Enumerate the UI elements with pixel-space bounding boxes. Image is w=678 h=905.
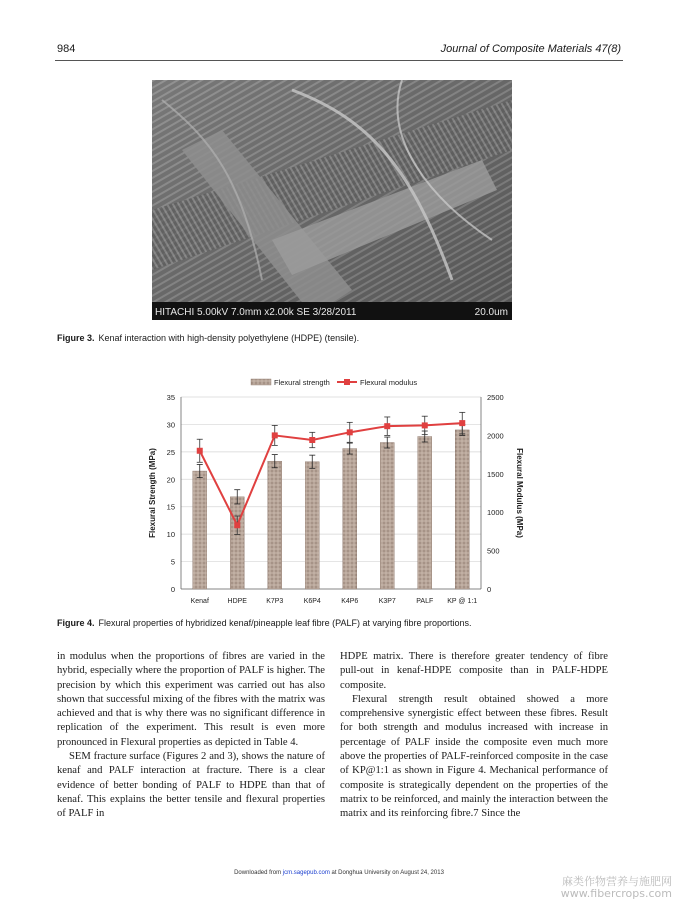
modulus-point xyxy=(272,432,278,438)
figure3-label: Figure 3. xyxy=(57,333,95,343)
journal-title: Journal of Composite Materials 47(8) xyxy=(440,43,621,55)
x-tick-label: K3P7 xyxy=(378,598,396,605)
y2-tick-label: 500 xyxy=(487,546,500,556)
modulus-point xyxy=(197,448,203,454)
modulus-point xyxy=(384,423,390,429)
y2-tick-label: 1000 xyxy=(487,508,504,518)
left-column xyxy=(57,650,325,822)
footer-prefix: Downloaded from xyxy=(234,870,283,876)
x-tick-label: KP @ 1:1 xyxy=(447,598,478,605)
bar-hdpe xyxy=(230,497,244,589)
right-paragraph-1: HDPE matrix. There is therefore greater tendency of fibre pull-out in kenaf-HDPE composite than in PALF-HDPE composite. xyxy=(340,651,608,691)
y-axis-label: Flexural Strength (MPa) xyxy=(148,448,157,538)
modulus-point xyxy=(422,422,428,428)
watermark-line-1: 麻类作物营养与施肥网 xyxy=(562,875,672,888)
x-tick-label: PALF xyxy=(416,598,434,605)
legend-strength-label: Flexural strength xyxy=(274,378,330,387)
x-tick-label: Kenaf xyxy=(190,598,209,605)
flexural-chart xyxy=(143,370,529,610)
left-paragraph-2: SEM fracture surface (Figures 2 and 3), shows the nature of kenaf and PALF interaction at fracture. There is a clear evidence of better bonding of PALF to HDPE than that of kenaf. This explains the better tensile and flexural properties of PALF in xyxy=(57,751,325,820)
y-tick-label: 0 xyxy=(170,585,175,594)
footer-link[interactable]: jcm.sagepub.com xyxy=(282,870,330,876)
y2-tick-label: 0 xyxy=(487,585,492,594)
y2-tick-label: 2500 xyxy=(487,393,504,402)
page-number: 984 xyxy=(57,43,76,55)
figure4-caption-text: Flexural properties of hybridized kenaf/pineapple leaf fibre (PALF) at varying fibre proportions. xyxy=(98,618,472,628)
figure4-label: Figure 4. xyxy=(57,618,95,628)
bar-kp11 xyxy=(455,430,469,589)
modulus-point xyxy=(347,429,353,435)
y2-axis-label: Flexural Modulus (MPa) xyxy=(515,448,524,538)
x-tick-label: K6P4 xyxy=(303,598,321,605)
figure4-caption xyxy=(57,618,472,628)
y-tick-label: 20 xyxy=(166,475,175,485)
figure3-caption xyxy=(57,333,359,343)
sem-fibre-texture xyxy=(152,80,512,320)
header-rule xyxy=(55,60,623,61)
y2-tick-label: 1500 xyxy=(487,469,504,479)
x-tick-label: K4P6 xyxy=(341,598,359,605)
y-tick-label: 5 xyxy=(170,557,175,567)
y-tick-label: 25 xyxy=(166,447,175,457)
figure3-caption-text: Kenaf interaction with high-density polyethylene (HDPE) (tensile). xyxy=(98,333,360,343)
legend-line-marker xyxy=(344,379,350,385)
y-tick-label: 35 xyxy=(166,393,175,402)
right-paragraph-2: Flexural strength result obtained showed a more comprehensive synergistic effect between these fibres. Result for both strength and modulus increased with increase in percentage of PALF inside the composite even much more above the properties of PALF-reinforced composite in the case of KP@1:1 as shown in Figure 4. Mechanical performance of composite is strategically dependent on the properties of the matrix to be reinforced, and mainly the interaction between the matrix and its reinforcing fibre.7 Since the xyxy=(340,693,608,820)
bar-palf xyxy=(418,436,432,589)
bar-k7p3 xyxy=(268,461,282,589)
right-column xyxy=(340,650,608,822)
x-tick-label: K7P3 xyxy=(266,598,284,605)
sem-micrograph xyxy=(152,80,512,320)
y-tick-label: 10 xyxy=(166,530,175,540)
left-paragraph-1: in modulus when the proportions of fibres are varied in the hybrid, especially where the proportion of PALF is higher. The precision by which this experiment was carried out has also shown that successful mixing of the fibres with the matrix was achieved and that is why there was no significant difference in replication of the experiment. This result is even more pronounced in Flexural properties as depicted in Table 4. xyxy=(57,651,325,748)
modulus-point xyxy=(309,437,315,443)
bar-kenaf xyxy=(193,471,207,589)
legend-bar-swatch xyxy=(251,379,271,385)
bar-k6p4 xyxy=(305,462,319,589)
modulus-point xyxy=(459,420,465,426)
watermark xyxy=(561,876,672,900)
modulus-point xyxy=(234,522,240,528)
footer-suffix: at Donghua University on August 24, 2013 xyxy=(329,870,444,876)
y-tick-label: 15 xyxy=(166,502,175,512)
watermark-line-2: www.fibercrops.com xyxy=(560,887,672,900)
sem-scale-label: 20.0um xyxy=(474,307,508,318)
legend-modulus-label: Flexural modulus xyxy=(360,378,418,387)
sem-instrument-info: HITACHI 5.00kV 7.0mm x2.00k SE 3/28/2011 xyxy=(155,307,357,318)
bar-k3p7 xyxy=(380,443,394,589)
x-tick-label: HDPE xyxy=(227,598,247,605)
y2-tick-label: 2000 xyxy=(487,431,504,441)
bar-k4p6 xyxy=(343,449,357,589)
y-tick-label: 30 xyxy=(166,420,175,430)
